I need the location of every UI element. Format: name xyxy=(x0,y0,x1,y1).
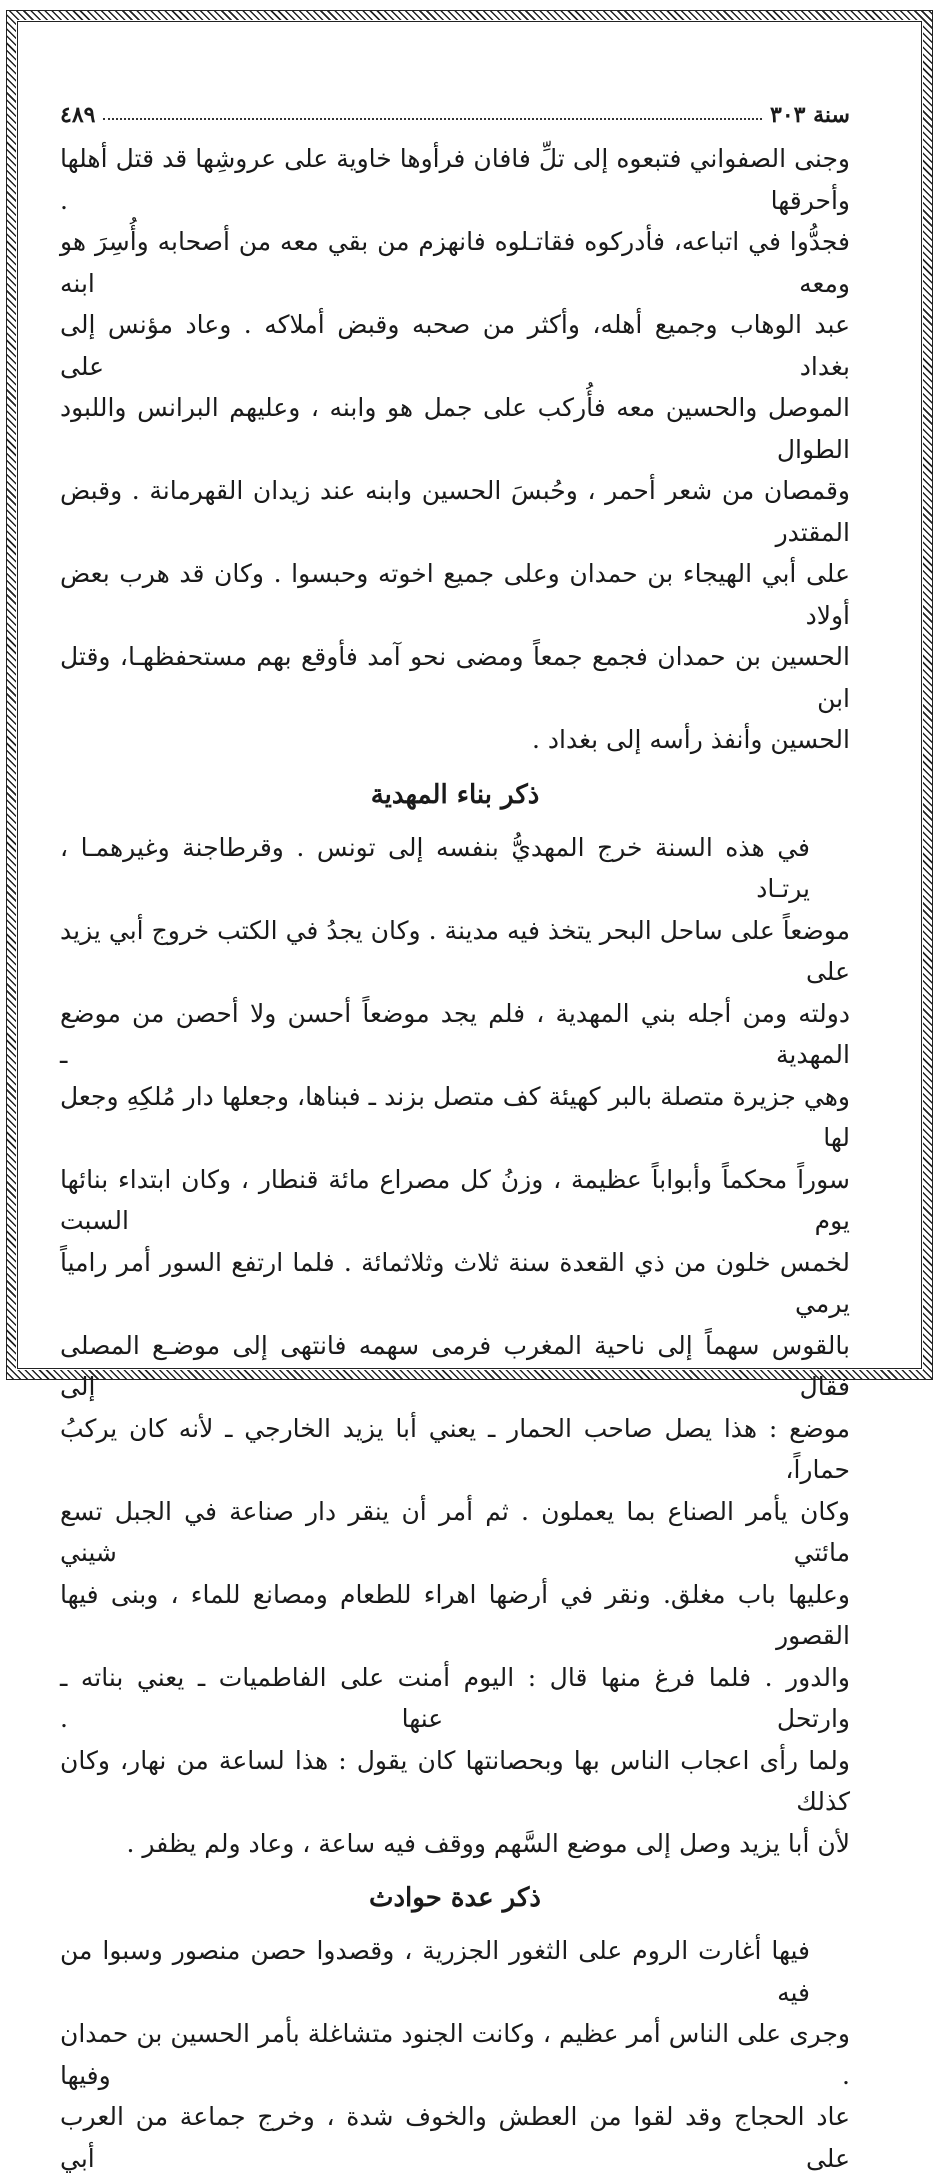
section-heading-mahdia: ذكر بناء المهدية xyxy=(370,779,540,810)
running-header xyxy=(60,92,850,128)
header-dotted-leader xyxy=(103,118,762,120)
page-number: ٤٨٩ xyxy=(60,102,96,128)
text-line: عبد الوهاب وجميع أهله، وأكثر من صحبه وقبض أملاكه . وعاد مؤنس إلى بغداد على xyxy=(60,310,850,381)
text-line: الحسين وأنفذ رأسه إلى بغداد . xyxy=(532,725,850,754)
text-line: ولما رأى اعجاب الناس بها وبحصانتها كان يقول : هذا لساعة من نهار، وكان كذلك xyxy=(60,1745,850,1816)
text-line: فيها أغارت الروم على الثغور الجزرية ، وقصدوا حصن منصور وسبوا من فيه xyxy=(60,1936,810,2007)
text-line: بالقوس سهماً إلى ناحية المغرب فرمى سهمه فانتهى إلى موضـع المصلى فقال إلى xyxy=(60,1330,850,1401)
text-line: الموصل والحسين معه فأُركب على جمل هو وابنه ، وعليهم البرانس واللبود الطوال xyxy=(60,393,850,464)
paragraph-2 xyxy=(60,827,850,1865)
text-line: وعليها باب مغلق. ونقر في أرضها اهراء للطعام ومصانع للماء ، وبنى فيها القصور xyxy=(60,1579,850,1650)
text-line: وهي جزيرة متصلة بالبر كهيئة كف متصل بزند ـ فبناها، وجعلها دار مُلكِهِ وجعل لها xyxy=(60,1081,850,1152)
text-line: والدور . فلما فرغ منها قال : اليوم أمنت على الفاطميات ـ يعني بناته ـ وارتحل عنها . xyxy=(60,1662,850,1733)
text-line: على أبي الهيجاء بن حمدان وعلى جميع اخوته وحبسوا . وكان قد هرب بعض أولاد xyxy=(60,559,850,630)
text-line: لأن أبا يزيد وصل إلى موضع السَّهم ووقف فيه ساعة ، وعاد ولم يظفر . xyxy=(126,1828,850,1858)
section-heading-events: ذكر عدة حوادث xyxy=(369,1883,541,1913)
paragraph-3 xyxy=(60,1930,850,2179)
text-line: عاد الحجاج وقد لقوا من العطش والخوف شدة ، وخرج جماعة من العرب على أبي xyxy=(60,2102,850,2173)
text-line: موضعاً على ساحل البحر يتخذ فيه مدينة . وكان يجدُ في الكتب خروج أبي يزيد على xyxy=(60,915,850,986)
text-line: سوراً محكماً وأبواباً عظيمة ، وزنُ كل مصراع مائة قنطار ، وكان ابتداء بنائها يوم السبت xyxy=(60,1164,850,1235)
text-line: فجدُّوا في اتباعه، فأدركوه فقاتـلوه فانهزم من بقي معه من أصحابه وأُسِرَ هو ومعه ابنه xyxy=(60,227,850,298)
text-line: وجرى على الناس أمر عظيم ، وكانت الجنود متشاغلة بأمر الحسين بن حمدان . وفيها xyxy=(60,2019,850,2090)
text-line: دولته ومن أجله بني المهدية ، فلم يجد موضعاً أحسن ولا أحصن من موضع المهدية ـ xyxy=(60,998,850,1069)
text-line: وقمصان من شعر أحمر ، وحُبسَ الحسين وابنه عند زيدان القهرمانة . وقبض المقتدر xyxy=(60,476,850,547)
paragraph-1 xyxy=(60,138,850,761)
year-label: سنة ٣٠٣ xyxy=(770,102,850,128)
text-line: في هذه السنة خرج المهديُّ بنفسه إلى تونس . وقرطاجنة وغيرهمـا ، يرتـاد xyxy=(60,832,810,903)
text-line: موضع : هذا يصل صاحب الحمار ـ يعني أبا يزيد الخارجي ـ لأنه كان يركبُ حماراً، xyxy=(60,1413,850,1484)
text-line: لخمس خلون من ذي القعدة سنة ثلاث وثلاثمائة . فلما ارتفع السور أمر رامياً يرمي xyxy=(60,1247,850,1318)
text-line: وكان يأمر الصناع بما يعملون . ثم أمر أن ينقر دار صناعة في الجبل تسع مائتي شيني xyxy=(60,1496,850,1567)
text-line: الحسين بن حمدان فجمع جمعاً ومضى نحو آمد فأوقع بهم مستحفظهـا، وقتل ابن xyxy=(60,642,850,713)
text-line: وجنى الصفواني فتبعوه إلى تلِّ فافان فرأوها خاوية على عروشِها قد قتل أهلها وأحرقها . xyxy=(60,144,850,215)
book-page xyxy=(60,92,850,2179)
